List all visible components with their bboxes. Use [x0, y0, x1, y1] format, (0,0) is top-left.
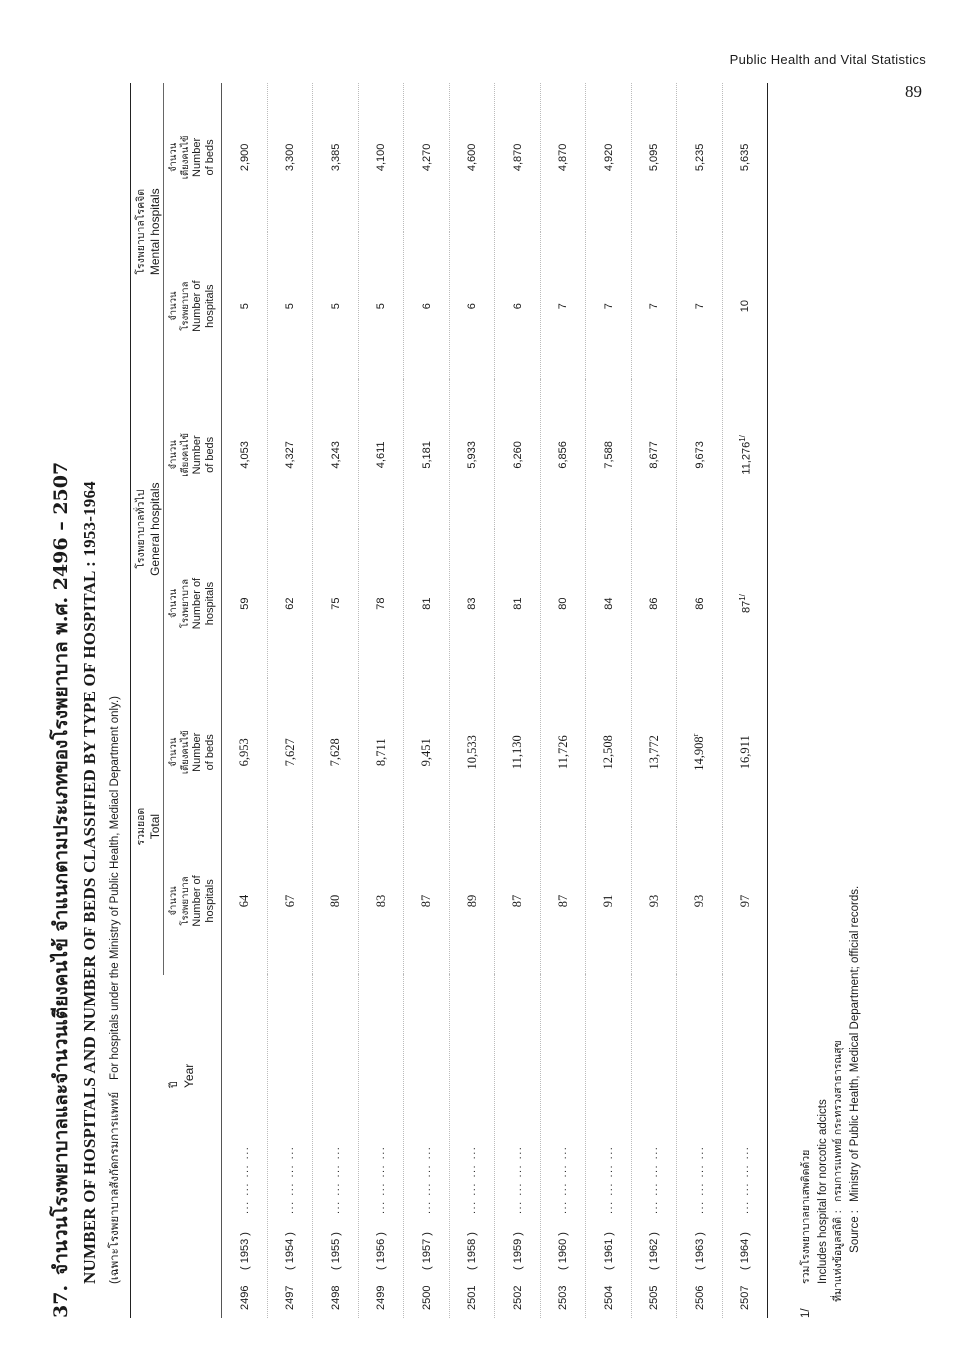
- mental-beds-cell: 3,385: [313, 83, 359, 232]
- general-hospitals-cell: 80: [540, 529, 586, 678]
- total-beds-cell: 11,726: [540, 678, 586, 827]
- total-hospitals-cell: 93: [677, 827, 723, 976]
- subtitle-thai: (เฉพาะโรงพยาบาลสังกัดกรมการแพทย์: [109, 1091, 121, 1284]
- year-cell: [540, 975, 586, 1318]
- year-buddhist: 2500: [420, 1285, 433, 1310]
- general-hospitals-cell: 62: [267, 529, 313, 678]
- rotated-table-page: [46, 78, 926, 1318]
- year-cell: [722, 975, 767, 1318]
- total-beds-cell: [677, 678, 723, 827]
- total-hospitals-cell: 87: [404, 827, 450, 976]
- mental-hospitals-cell: 7: [677, 232, 723, 381]
- total-beds-cell: 13,772: [631, 678, 677, 827]
- table-row: [722, 83, 767, 1318]
- year-buddhist: 2497: [284, 1285, 297, 1310]
- year-buddhist: 2501: [466, 1285, 479, 1310]
- footnote: [798, 78, 815, 1318]
- leader-dots: ... ... ... ...: [557, 1145, 570, 1214]
- mental-hospitals-cell: 5: [222, 232, 268, 381]
- general-hospitals-cell: [722, 529, 767, 678]
- year-cell: [495, 975, 541, 1318]
- subheader-hospitals: จำนวน โรงพยาบาล Number of hospitals: [168, 875, 217, 927]
- year-cell: [404, 975, 450, 1318]
- total-hospitals-cell: 64: [222, 827, 268, 976]
- mental-hospitals-cell: 5: [358, 232, 404, 381]
- leader-dots: ... ... ... ...: [648, 1145, 661, 1214]
- year-cell: [449, 975, 495, 1318]
- general-hospitals-cell: 86: [631, 529, 677, 678]
- general-beds-cell: 8,677: [631, 381, 677, 530]
- group-header-total: รวมยอด Total: [131, 678, 164, 975]
- year-buddhist: 2505: [648, 1285, 661, 1310]
- leader-dots: ... ... ... ...: [238, 1145, 251, 1214]
- mental-hospitals-cell: 6: [404, 232, 450, 381]
- footnote-english: Includes hospital for norcotic adcicts: [816, 1099, 829, 1284]
- mental-hospitals-cell: 6: [449, 232, 495, 381]
- year-christian: ( 1955 ): [329, 1232, 342, 1270]
- total-beds-cell: 8,711: [358, 678, 404, 827]
- total-hospitals-cell: 93: [631, 827, 677, 976]
- general-beds-cell: 4,611: [358, 381, 404, 530]
- title-thai: [46, 78, 76, 1318]
- footnote-mark: 1/: [800, 1308, 812, 1318]
- year-cell: [313, 975, 359, 1318]
- mental-beds-cell: 5,235: [677, 83, 723, 232]
- total-beds-cell: 7,628: [313, 678, 359, 827]
- mental-hospitals-cell: 7: [631, 232, 677, 381]
- year-column-header: ปี Year: [168, 1063, 196, 1088]
- year-buddhist: 2502: [511, 1285, 524, 1310]
- total-hospitals-cell: 87: [540, 827, 586, 976]
- year-cell: [631, 975, 677, 1318]
- title-block: [46, 78, 124, 1318]
- general-beds-cell: [722, 381, 767, 530]
- leader-dots: ... ... ... ...: [466, 1145, 479, 1214]
- subheader-beds: จำนวน เตียงคนไข้ Number of beds: [168, 135, 217, 180]
- subheader-beds: จำนวน เตียงคนไข้ Number of beds: [168, 730, 217, 775]
- general-hospitals-cell: 81: [495, 529, 541, 678]
- footnote-ref: r: [691, 733, 701, 737]
- total-beds-cell: 7,627: [267, 678, 313, 827]
- subheader-beds: จำนวน เตียงคนไข้ Number of beds: [168, 432, 217, 477]
- general-hospitals-cell: 81: [404, 529, 450, 678]
- year-christian: ( 1958 ): [466, 1232, 479, 1270]
- general-hospitals-cell: 59: [222, 529, 268, 678]
- mental-hospitals-cell: 5: [267, 232, 313, 381]
- year-christian: ( 1960 ): [557, 1232, 570, 1270]
- general-beds-cell: 4,243: [313, 381, 359, 530]
- year-christian: ( 1959 ): [511, 1232, 524, 1270]
- general-hospitals-cell: 83: [449, 529, 495, 678]
- leader-dots: ... ... ... ...: [511, 1145, 524, 1214]
- mental-hospitals-cell: 10: [739, 300, 752, 313]
- total-beds-cell: 11,130: [495, 678, 541, 827]
- total-beds-cell: 9,451: [404, 678, 450, 827]
- year-buddhist: 2499: [375, 1285, 388, 1310]
- subheader-hospitals: จำนวน โรงพยาบาล Number of hospitals: [168, 577, 217, 630]
- table-number: 37.: [50, 1284, 72, 1318]
- table-row: [677, 83, 723, 1318]
- hospital-table: [130, 83, 768, 1318]
- year-buddhist: 2503: [557, 1285, 570, 1310]
- leader-dots: ... ... ... ...: [420, 1145, 433, 1214]
- general-beds-cell: 4,327: [267, 381, 313, 530]
- general-hospitals-cell: 84: [586, 529, 632, 678]
- total-beds-cell: 16,911: [737, 735, 752, 770]
- year-christian: ( 1956 ): [375, 1232, 388, 1270]
- total-beds-cell: 10,533: [449, 678, 495, 827]
- table-row: [586, 83, 632, 1318]
- general-hospitals-cell: 78: [358, 529, 404, 678]
- mental-hospitals-cell: 5: [313, 232, 359, 381]
- year-buddhist: 2496: [238, 1285, 251, 1310]
- general-beds-cell: 5,933: [449, 381, 495, 530]
- table-row: [358, 83, 404, 1318]
- mental-beds-cell: 4,600: [449, 83, 495, 232]
- mental-beds-cell: 3,300: [267, 83, 313, 232]
- footnote-ref: 1/: [737, 435, 747, 442]
- total-hospitals-cell: 67: [267, 827, 313, 976]
- table-row: [313, 83, 359, 1318]
- year-cell: [677, 975, 723, 1318]
- general-beds-cell: 4,053: [222, 381, 268, 530]
- year-christian: ( 1963 ): [693, 1232, 706, 1270]
- running-header: Public Health and Vital Statistics: [729, 52, 926, 67]
- table-row: [540, 83, 586, 1318]
- subtitle-english: For hospitals under the Ministry of Public Health, Mediacl Department only.): [109, 696, 121, 1080]
- notes-block: [798, 78, 863, 1318]
- footnote-ref: 1/: [737, 594, 747, 601]
- title-thai-text: จำนวนโรงพยาบาลและจำนวนเตียงคนไข้ จำแนกตามประเภทของโรงพยาบาล พ.ศ. 2496 – 2507: [50, 461, 72, 1275]
- footnote-thai: รวมโรงพยาบาลยาเสพติดด้วย: [800, 1149, 812, 1284]
- subheader-hospitals: จำนวน โรงพยาบาล Number of hospitals: [168, 280, 217, 332]
- subtitle: [106, 78, 124, 1284]
- year-christian: ( 1953 ): [238, 1232, 251, 1270]
- total-beds-cell: 6,953: [222, 678, 268, 827]
- general-beds-cell: 7,588: [586, 381, 632, 530]
- group-header-general: โรงพยาบาลทั่วไป General hospitals: [131, 381, 164, 678]
- year-christian: ( 1962 ): [648, 1232, 661, 1270]
- year-buddhist: 2507: [739, 1285, 752, 1310]
- total-hospitals-cell: 91: [586, 827, 632, 976]
- leader-dots: ... ... ... ...: [602, 1145, 615, 1214]
- table-row: [267, 83, 313, 1318]
- source-thai-line: ที่มาแห่งข้อมูลสถิติ : กรมการแพทย์ กระทรวงสาธารณสุข: [832, 1040, 845, 1302]
- table-row: [449, 83, 495, 1318]
- mental-hospitals-cell: 6: [495, 232, 541, 381]
- table-row: [495, 83, 541, 1318]
- total-hospitals-cell: 89: [449, 827, 495, 976]
- title-english: NUMBER OF HOSPITALS AND NUMBER OF BEDS CLASSIFIED BY TYPE OF HOSPITAL : 1953-1964: [80, 481, 99, 1284]
- year-buddhist: 2498: [329, 1285, 342, 1310]
- mental-beds-cell: 5,635: [739, 143, 752, 172]
- mental-beds-cell: 4,270: [404, 83, 450, 232]
- general-beds-cell: 5,181: [404, 381, 450, 530]
- year-buddhist: 2504: [602, 1285, 615, 1310]
- mental-beds-cell: 2,900: [222, 83, 268, 232]
- total-hospitals-cell: 83: [358, 827, 404, 976]
- mental-beds-cell: 4,870: [495, 83, 541, 232]
- general-beds-cell: 9,673: [677, 381, 723, 530]
- year-christian: ( 1954 ): [284, 1232, 297, 1270]
- year-cell: [586, 975, 632, 1318]
- year-christian: ( 1957 ): [420, 1232, 433, 1270]
- general-beds-cell: 6,856: [540, 381, 586, 530]
- total-beds-cell-value: 14,908: [692, 736, 707, 771]
- year-buddhist: 2506: [693, 1285, 706, 1310]
- page-number: 89: [905, 82, 922, 101]
- mental-hospitals-cell: 7: [586, 232, 632, 381]
- year-christian: ( 1961 ): [602, 1232, 615, 1270]
- year-cell: [222, 975, 268, 1318]
- total-hospitals-cell: 87: [495, 827, 541, 976]
- year-christian: ( 1964 ): [739, 1232, 752, 1270]
- mental-beds-cell: 4,920: [586, 83, 632, 232]
- mental-beds-cell: 5,095: [631, 83, 677, 232]
- table-row: [222, 83, 268, 1318]
- leader-dots: ... ... ... ...: [375, 1145, 388, 1214]
- mental-beds-cell: 4,870: [540, 83, 586, 232]
- total-hospitals-cell: 97: [737, 894, 752, 908]
- group-header-mental: โรงพยาบาลโรคจิต Mental hospitals: [131, 83, 164, 381]
- mental-hospitals-cell: 7: [540, 232, 586, 381]
- mental-beds-cell: 4,100: [358, 83, 404, 232]
- table-row: [631, 83, 677, 1318]
- table-row: [404, 83, 450, 1318]
- leader-dots: ... ... ... ...: [693, 1145, 706, 1214]
- year-cell: [267, 975, 313, 1318]
- general-beds-cell-value: 11,276: [740, 441, 753, 475]
- general-hospitals-cell-value: 87: [740, 600, 753, 614]
- total-hospitals-cell: 80: [313, 827, 359, 976]
- source-english-line: Source : Ministry of Public Health, Medical Department; official records.: [848, 885, 861, 1253]
- total-beds-cell: 12,508: [586, 678, 632, 827]
- leader-dots: ... ... ... ...: [329, 1145, 342, 1214]
- general-beds-cell: 6,260: [495, 381, 541, 530]
- general-hospitals-cell: 86: [677, 529, 723, 678]
- general-hospitals-cell: 75: [313, 529, 359, 678]
- leader-dots: ... ... ... ...: [284, 1145, 297, 1214]
- year-cell: [358, 975, 404, 1318]
- leader-dots: ... ... ... ...: [739, 1145, 752, 1214]
